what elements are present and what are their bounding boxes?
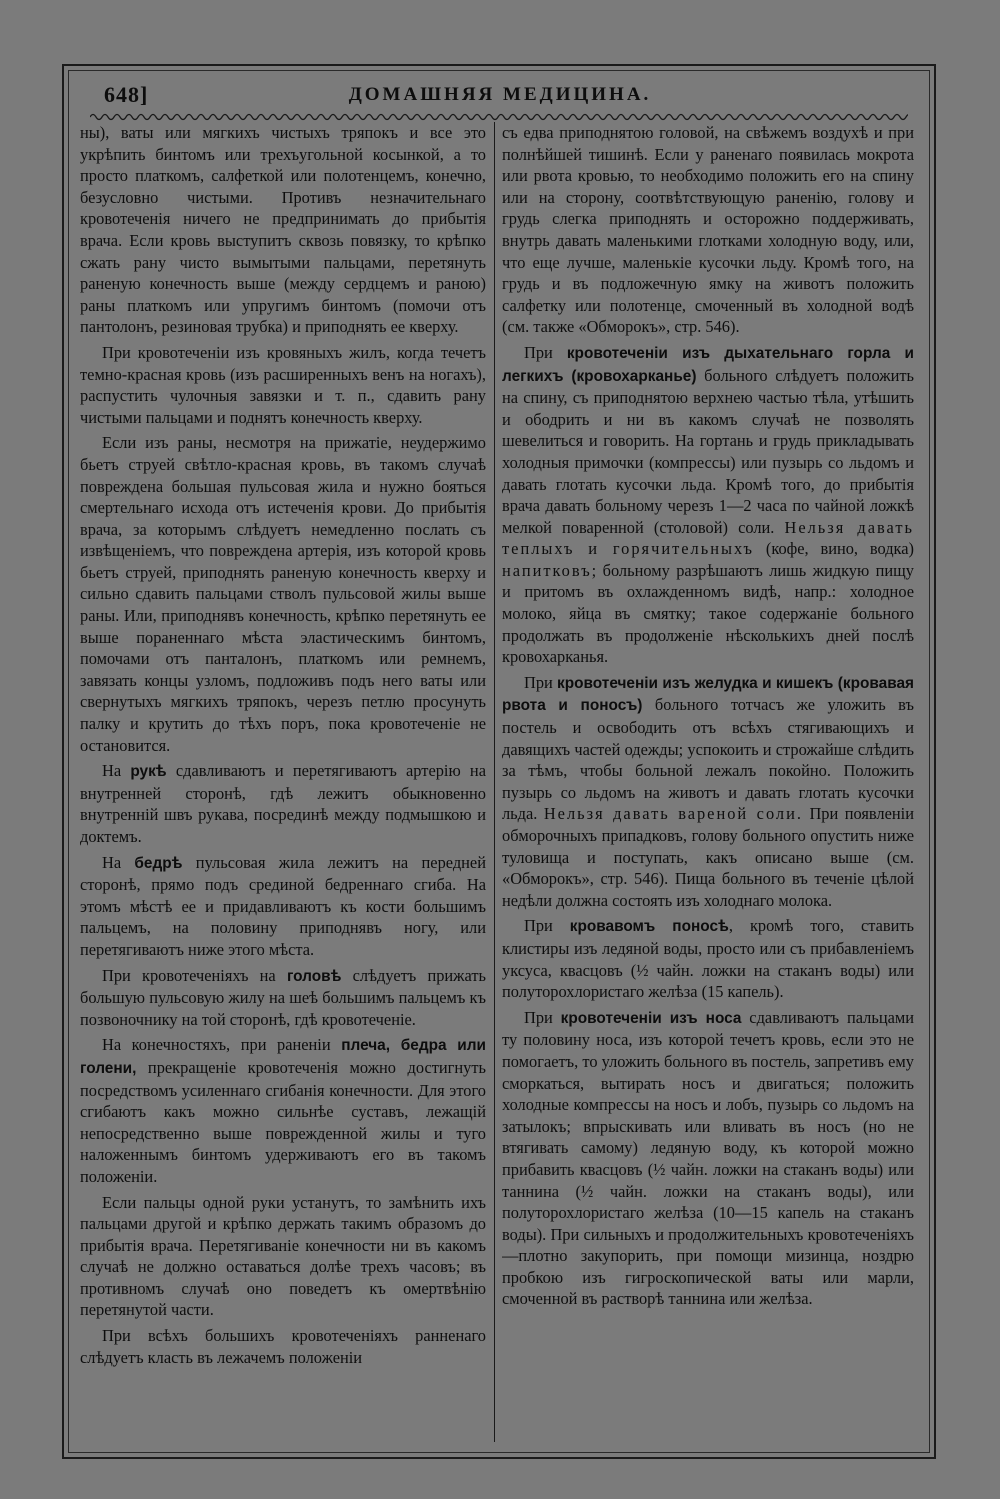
left-paragraph [80, 1325, 486, 1368]
right-column [502, 122, 914, 1442]
right-paragraph [502, 915, 914, 1002]
text-run: прекращеніе кровотеченія можно достигнуть посредствомъ усиленнаго сгибанія конечности. Для этого сгибаютъ какъ можно сильнѣе суставъ, лежащій непосредственно выше поврежденной жилы и туго наложеннымъ бинтомъ удерживаютъ его въ такомъ положеніи. [80, 1057, 486, 1186]
text-run: , кромѣ того, ставить клистиры изъ ледяной воды, просто или съ прибавленіемъ уксуса, квасцовъ (½ чайн. ложки на стаканъ воды) или полуторохлористаго желѣза (15 капель). [502, 916, 914, 1002]
bold-term: кровавомъ поносѣ [569, 918, 729, 936]
left-paragraph [80, 760, 486, 847]
left-paragraph [80, 432, 486, 756]
bold-term: рукѣ [130, 763, 167, 781]
bold-term: бедрѣ [134, 854, 183, 872]
text-run: При кровотеченіи изъ кровяныхъ жилъ, когда течетъ темно-красная кровь (изъ расширенныхъ венъ на ногахъ), распустить чулочныя завязки и т. п., сдавить рану чистыми пальцами и поднятъ конечность кверху. [80, 342, 486, 427]
running-title: ДОМАШНЯЯ МЕДИЦИНА. [348, 84, 652, 105]
left-column [80, 122, 486, 1442]
left-paragraph [80, 852, 486, 961]
text-run: При [524, 1007, 561, 1027]
text-run: съ едва приподнятою головой, на свѣжемъ воздухѣ и при полнѣйшей тишинѣ. Если у раненаго появилась мокрота или рвота кровью, то необходимо положить его на спину или на сторону, соотвѣтствующую раненію, голову и грудь слегка приподнять и осторожно поддерживать, внутрь давать маленькими глотками холодную воду, или, что еще лучше, маленькіе кусочки льду. Кромѣ того, на грудь и въ подложечную ямку на животъ положить салфетку или полотенце, смоченный въ холодной водѣ (см. также «Обморокъ», стр. 546). [502, 123, 914, 337]
right-paragraph [502, 342, 914, 668]
text-run: На конечностяхъ, при раненіи [102, 1035, 342, 1055]
text-run: Если изъ раны, несмотря на прижатіе, неудержимо бьетъ струей свѣтло-красная кровь, въ такомъ случаѣ повреждена большая пульсовая жила и нужно бояться смертельнаго исхода отъ истеченія крови. До прибытія врача, за которымъ слѣдуетъ немедленно послать съ извѣщеніемъ, что повреждена артерія, изъ которой кровь бьетъ струей, приподнять раненую конечность кверху и сильно сдавить пальцами стволъ пульсовой жилы выше раны. Или, приподнявъ конечность, крѣпко перетянуть ее выше пораненнаго мѣста эластическимъ бинтомъ, помочами отъ панталонъ, платкомъ или ремнемъ, завязать концы узломъ, подложивъ подъ него ваты или свернутыхъ мягкихъ тряпокъ, черезъ петлю просунуть палку и крутить до тѣхъ поръ, пока кровотеченіе не остановится. [80, 433, 486, 755]
bold-term: головѣ [286, 967, 342, 985]
text-run: слѣдуетъ прижать большую пульсовую жилу на шеѣ большимъ пальцемъ къ позвоночнику на той сторонѣ, гдѣ кровотеченіе. [80, 965, 486, 1029]
right-paragraph [502, 672, 914, 912]
text-run: ны), ваты или мягкихъ чистыхъ тряпокъ и все это укрѣпить бинтомъ или трехъугольной косынкой, а то просто платкомъ, салфеткой или полотенцемъ, конечно, безусловно чистыми. Противъ незначительнаго кровотеченія ничего не предпринимать до прибытія врача. Если кровь выступитъ сквозь повязку, то крѣпко сжать рану чисто вымытыми пальцами, перетянуть раненую конечность выше (между сердцемъ и раною) раны платкомъ или упругимъ бинтомъ (помочи отъ пантолонъ, резиновая трубка) и приподнять ее кверху. [80, 123, 486, 337]
text-run: На [102, 761, 131, 781]
text-run: (кофе, вино, водка) [754, 539, 914, 559]
left-paragraph [80, 1034, 486, 1187]
bold-term: кровотеченіи изъ желудка и кишекъ (кровавая рвота и поносъ) [502, 674, 914, 715]
text-run: сдавливаютъ пальцами ту половину носа, изъ которой течетъ кровь, если это не помогаетъ, то уложить больного въ постель, запретивъ ему сморкаться, вытирать носъ и двигаться; положить холодные компрессы на носъ и лобъ, пузырь со льдомъ на затылокъ; впрыскивать или вливать въ носъ (но не втягивать самому) ледяную воду, къ которой можно прибавить квасцовъ (½ чайн. ложки на стаканъ воды) или таннина (½ чайн. ложки на стаканъ воды), или полуторохлористаго желѣза (10—15 капель на стаканъ воды). При сильныхъ и продолжительныхъ кровотеченіяхъ—плотно закупорить, при помощи мизинца, ноздрю пробкою изъ гигроскопической ваты или марли, смоченной въ растворѣ таннина или желѣза. [502, 1007, 914, 1309]
right-paragraph [502, 122, 914, 338]
column-divider [494, 122, 495, 1442]
text-run: При [524, 916, 570, 936]
text-run: При появленіи обморочныхъ припадковъ, голову больного опустить ниже туловища и поступать, какъ описано выше (см. «Обморокъ», стр. 546). Пища больного въ теченіе цѣлой недѣли должна состоять изъ холоднаго молока. [502, 804, 914, 910]
left-paragraph [80, 965, 486, 1031]
text-run: При [524, 342, 567, 362]
left-paragraph [80, 122, 486, 338]
left-paragraph [80, 342, 486, 428]
text-run: больного тотчасъ же уложить въ постель и освободить отъ всѣхъ стягивающихъ и давящихъ частей одежды; успокоить и строжайше слѣдить за тѣмъ, чтобы больной лежалъ покойно. Положить пузырь со льдомъ на животъ и давать глотать кусочки льда. [502, 695, 914, 824]
page-number: 648] [104, 82, 149, 107]
text-run: больного слѣдуетъ положить на спину, съ приподнятою верхнею частью тѣла, утѣшить и ободрить и ни въ какомъ случаѣ не позволять шевелиться и говорить. На гортань и грудь прикладывать холодныя примочки (компрессы) или пузырь со льдомъ и давать глотать кусочки льда. Кромѣ того, до прибытія врача давать больному черезъ 1—2 часа по чайной ложкѣ мелкой поваренной (столовой) соли. [502, 365, 914, 537]
text-run: На [102, 852, 135, 872]
text-run: сдавливаютъ и перетягиваютъ артерію на внутренней сторонѣ, гдѣ лежитъ обыкновенно внутренній швъ рукава, посрединѣ между подмышкою и доктемъ. [80, 761, 486, 846]
bold-term: кровотеченіи изъ дыхательнаго горла и легкихъ (кровохарканье) [502, 344, 914, 385]
text-run: При [524, 672, 557, 692]
spaced-emphasis: напитковъ [502, 560, 592, 580]
text-run: Если пальцы одной руки устанутъ, то замѣнить ихъ пальцами другой и крѣпко держать такимъ образомъ до прибытія врача. Перетягиваніе конечности ни въ какомъ случаѣ не должно оставаться долѣе трехъ часовъ; въ противномъ случаѣ оно поведетъ къ омертвѣнію перетянутой части. [80, 1192, 486, 1320]
text-run: пульсовая жила лежитъ на передней сторонѣ, прямо подъ срединой бедреннаго сгиба. На этомъ мѣстѣ ее и придавливаютъ къ кости большимъ пальцемъ, на половину приподнявъ ногу, или перетягиваютъ ниже этого мѣста. [80, 852, 486, 959]
spaced-emphasis: Нельзя давать теплыхъ и горячительныхъ [502, 517, 914, 559]
text-run: При всѣхъ большихъ кровотеченіяхъ ранненаго слѣдуетъ класть въ лежачемъ положеніи [80, 1326, 486, 1367]
bold-term: плеча, бедра или голени, [80, 1037, 486, 1077]
bold-term: кровотеченіи изъ носа [560, 1009, 742, 1027]
right-paragraph [502, 1007, 914, 1310]
spaced-emphasis: Нельзя давать вареной соли. [543, 804, 803, 824]
text-run: При кровотеченіяхъ на [102, 965, 287, 985]
left-paragraph [80, 1192, 486, 1322]
text-run: ; больному разрѣшаютъ лишь жидкую пищу и притомъ въ охлажденномъ видѣ, напр.: холодное молоко, яйца въ смятку; такое содержаніе больного продолжать въ продолженіе нѣсколькихъ дней послѣ кровохарканья. [502, 560, 914, 667]
